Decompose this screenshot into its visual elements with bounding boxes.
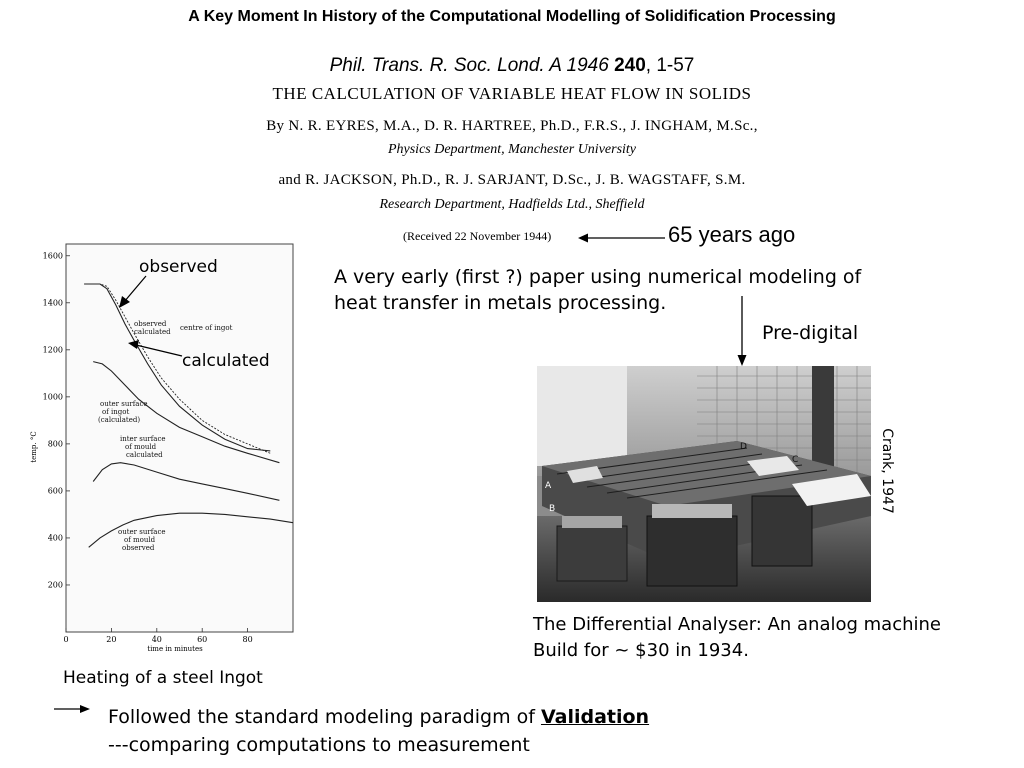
journal-prefix: Phil. Trans. R. Soc. Lond. A 1946 — [329, 55, 615, 76]
x-tick-label-40: 40 — [151, 635, 162, 644]
followed-arrow — [52, 702, 92, 716]
validation-word: Validation — [540, 706, 650, 728]
chart-legend-centre: centre of ingot — [180, 324, 233, 332]
chart-xlabel: time in minutes — [147, 645, 203, 653]
chart-caption: Heating of a steel Ingot — [63, 668, 263, 688]
y-tick-label-400: 400 — [47, 533, 63, 543]
photo-credit: Crank, 1947 — [879, 428, 895, 514]
pre-digital-label: Pre-digital — [762, 322, 859, 344]
chart-ylabel: temp. °C — [30, 431, 38, 463]
journal-volume: 240 — [614, 55, 646, 76]
slide-title: A Key Moment In History of the Computational Modelling of Solidification Processing — [188, 8, 836, 25]
x-tick-label-60: 60 — [197, 635, 208, 644]
analyser-caption-line2: Build for ~ $30 in 1934. — [533, 640, 749, 661]
y-tick-label-1600: 1600 — [42, 251, 63, 261]
paper-authors-line1: By N. R. EYRES, M.A., D. R. HARTREE, Ph.D., F.R.S., J. INGHAM, M.Sc., — [266, 118, 758, 134]
chart-outer-mould-1: outer surface — [118, 528, 166, 536]
paper-description — [334, 264, 861, 316]
photo-label-c: C — [792, 455, 799, 465]
observed-arrow — [110, 272, 150, 314]
chart-outer-calc-3: (calculated) — [98, 416, 141, 424]
chart-outer-calc-2: of ingot — [102, 408, 130, 416]
years-arrow — [575, 230, 667, 246]
photo-label-a: A — [545, 481, 552, 491]
differential-analyser-photo — [537, 366, 871, 602]
paper-department2: Research Department, Hadfields Ltd., Sheffield — [379, 197, 645, 212]
analyser-caption — [533, 612, 941, 664]
description-line1: A very early (first ?) paper using numerical modeling of — [334, 266, 862, 288]
x-tick-label-80: 80 — [242, 635, 253, 644]
chart-legend-calculated: calculated — [134, 328, 171, 336]
years-ago-label: 65 years ago — [668, 222, 796, 247]
x-tick-label-20: 20 — [106, 635, 117, 644]
validation-statement — [108, 703, 649, 759]
followed-prefix: Followed the standard modeling paradigm of — [108, 706, 541, 728]
analyser-caption-line1: The Differential Analyser: An analog machine — [533, 614, 941, 635]
chart-outer-mould-3: observed — [122, 544, 155, 552]
calculated-arrow — [124, 336, 184, 362]
paper-authors-line2: and R. JACKSON, Ph.D., R. J. SARJANT, D.Sc., J. B. WAGSTAFF, S.M. — [278, 172, 746, 188]
y-tick-label-1200: 1200 — [42, 345, 63, 355]
journal-pages: , 1-57 — [645, 55, 695, 76]
ingot-heating-chart — [30, 242, 295, 657]
paper-title: THE CALCULATION OF VARIABLE HEAT FLOW IN SOLIDS — [272, 84, 752, 103]
y-tick-label-200: 200 — [47, 580, 63, 590]
photo-label-b: B — [549, 504, 556, 514]
y-tick-label-600: 600 — [47, 486, 63, 496]
chart-outer-mould-2: of mould — [124, 536, 156, 544]
observed-annotation: observed — [139, 257, 218, 277]
photo-label-d: D — [740, 442, 747, 452]
chart-legend-observed: observed — [134, 320, 167, 328]
y-tick-label-1400: 1400 — [42, 298, 63, 308]
chart-inter-1: inter surface — [120, 435, 166, 443]
chart-inter-2: of mould — [125, 443, 157, 451]
chart-inter-3: calculated — [126, 451, 163, 459]
paper-department1: Physics Department, Manchester University — [387, 142, 637, 157]
x-tick-label-0: 0 — [63, 635, 69, 644]
followed-line2: ---comparing computations to measurement — [108, 734, 530, 756]
pre-digital-arrow — [734, 296, 750, 368]
chart-outer-calc-1: outer surface — [100, 400, 148, 408]
y-tick-label-800: 800 — [47, 439, 63, 449]
description-line2: heat transfer in metals processing. — [334, 292, 667, 314]
calculated-annotation: calculated — [182, 351, 270, 371]
paper-received-date: (Received 22 November 1944) — [403, 229, 552, 243]
y-tick-label-1000: 1000 — [42, 392, 63, 402]
journal-citation — [150, 55, 874, 77]
